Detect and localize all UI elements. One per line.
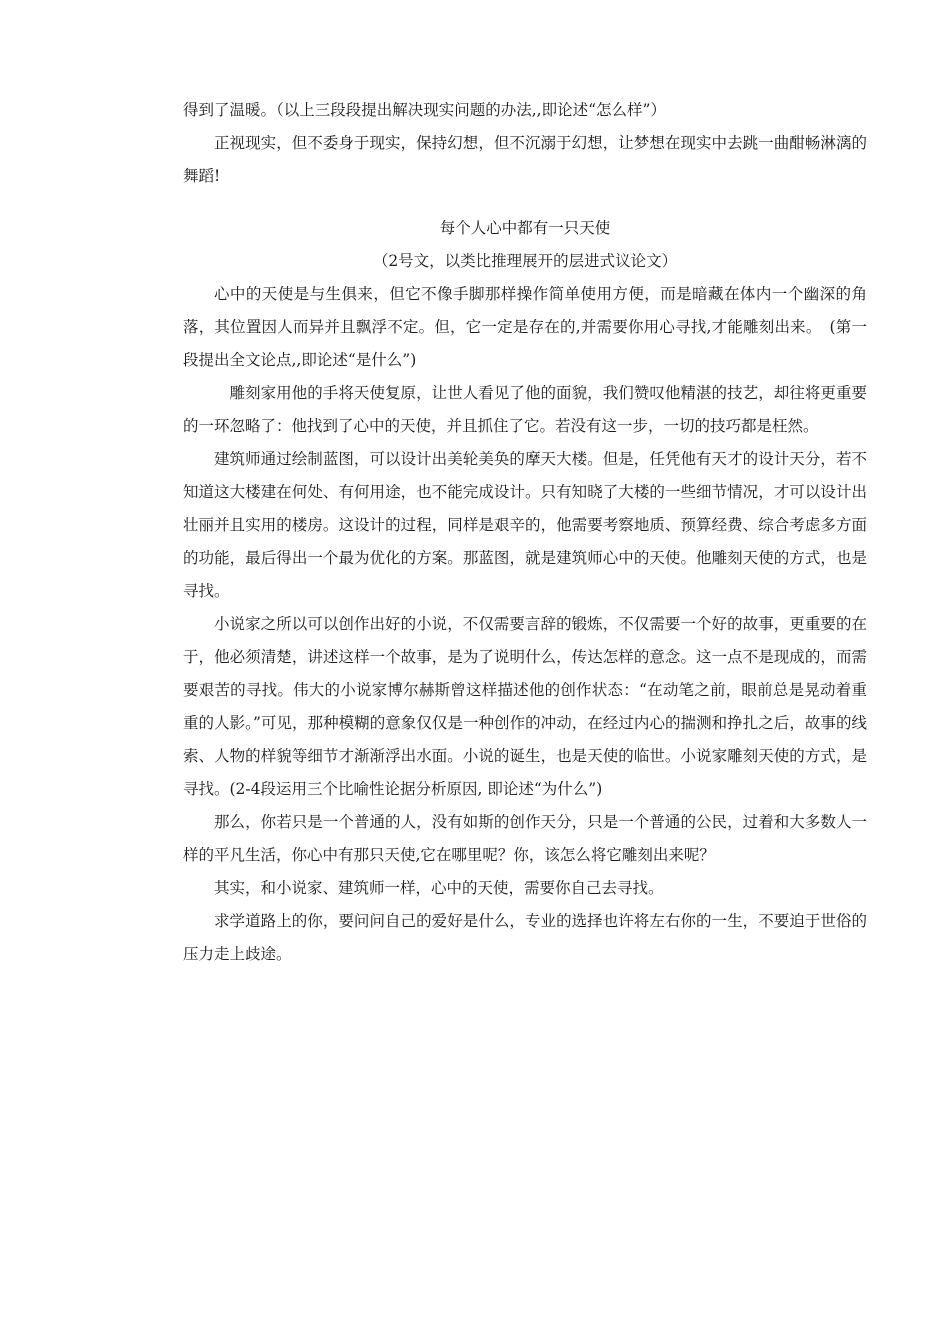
article-paragraph-6: 其实，和小说家、建筑师一样，心中的天使，需要你自己去寻找。 — [214, 879, 664, 897]
article-paragraph-5: 那么，你若只是一个普通的人，没有如斯的创作天分，只是一个普通的公民，过着和大多数人一样的平凡生活，你心中有那只天使,它在哪里呢？你，该怎么将它雕刻出来呢？ — [183, 813, 867, 864]
article-subtitle: （2号文，以类比推理展开的层进式议论文） — [372, 252, 678, 270]
article-paragraph-2: 雕刻家用他的手将天使复原，让世人看见了他的面貌，我们赞叹他精湛的技艺，却往将更重要的一环忽略了：他找到了心中的天使，并且抓住了它。若没有这一步，一切的技巧都是枉然。 — [183, 384, 867, 435]
closing-paragraph: 正视现实，但不委身于现实，保持幻想，但不沉溺于幻想，让梦想在现实中去跳一曲酣畅淋漓的舞蹈! — [183, 134, 867, 185]
article-title: 每个人心中都有一只天使 — [439, 219, 611, 237]
continued-paragraph: 得到了温暖。（以上三段段提出解决现实问题的办法,,即论述“怎么样”） — [183, 101, 666, 119]
article-paragraph-1: 心中的天使是与生俱来，但它不像手脚那样操作简单使用方便，而是暗藏在体内一个幽深的角落，其位置因人而异并且飘浮不定。但，它一定是存在的,并需要你用心寻找,才能雕刻出来。 (第一段提出全文论点,,即论述“是什么”) — [183, 285, 867, 369]
article-paragraph-3: 建筑师通过绘制蓝图，可以设计出美轮美奂的摩天大楼。但是，任凭他有天才的设计天分，若不知道这大楼建在何处、有何用途，也不能完成设计。只有知晓了大楼的一些细节情况，才可以设计出壮丽并且实用的楼房。这设计的过程，同样是艰辛的，他需要考察地质、预算经费、综合考虑多方面的功能，最后得出一个最为优化的方案。那蓝图，就是建筑师心中的天使。他雕刻天使的方式，也是寻找。 — [183, 450, 867, 600]
article-paragraph-7: 求学道路上的你，要问问自己的爱好是什么，专业的选择也许将左右你的一生，不要迫于世俗的压力走上歧途。 — [183, 912, 867, 963]
document-page — [183, 94, 867, 971]
article-paragraph-4: 小说家之所以可以创作出好的小说，不仅需要言辞的锻炼，不仅需要一个好的故事，更重要的在于，他必须清楚，讲述这样一个故事，是为了说明什么，传达怎样的意念。这一点不是现成的，而需要艰苦的寻找。伟大的小说家博尔赫斯曾这样描述他的创作状态：“在动笔之前，眼前总是晃动着重重的人影。”可见，那种模糊的意象仅仅是一种创作的冲动，在经过内心的揣测和挣扎之后，故事的线索、人物的样貌等细节才渐渐浮出水面。小说的诞生，也是天使的临世。小说家雕刻天使的方式，是寻找。(2-4段运用三个比喻性论据分析原因, 即论述“为什么”) — [183, 615, 867, 798]
